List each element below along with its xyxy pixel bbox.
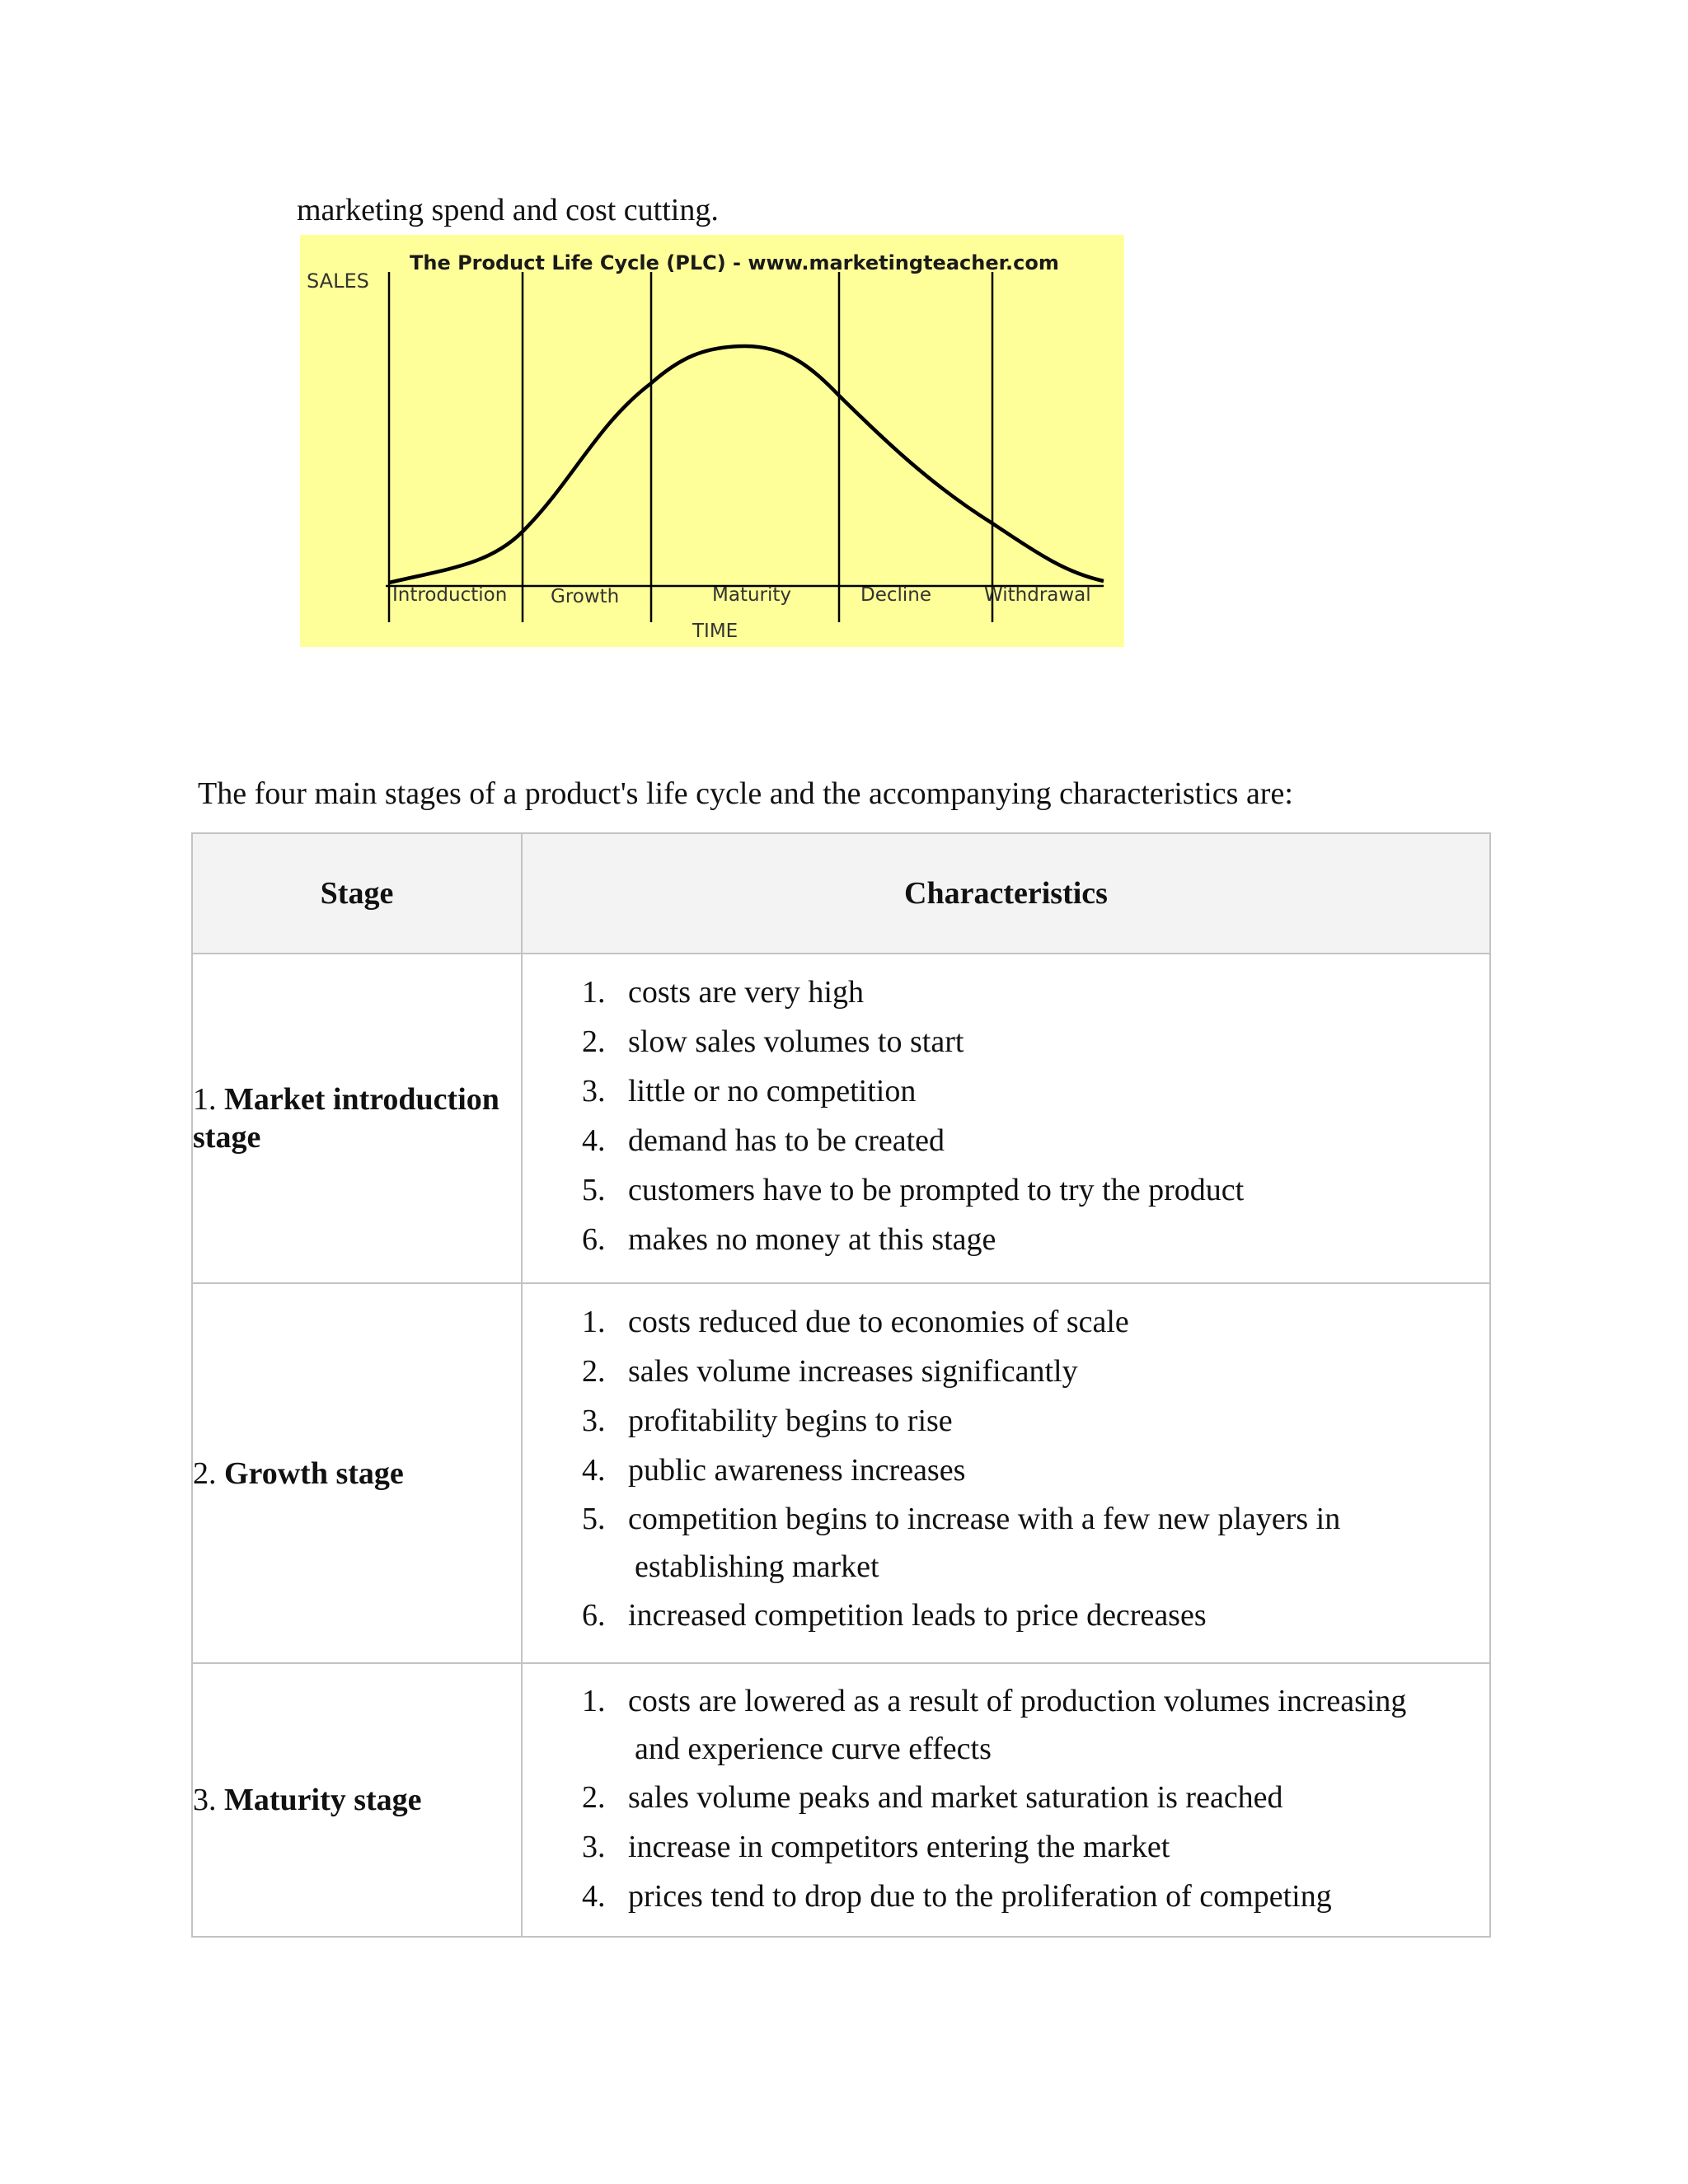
item-text-continuation: and experience curve effects xyxy=(635,1732,992,1766)
item-text: slow sales volumes to start xyxy=(628,1024,964,1059)
stage-cell xyxy=(192,1283,522,1663)
table-header-row xyxy=(192,833,1490,954)
stages-table xyxy=(191,832,1491,1938)
table-row xyxy=(192,1663,1490,1937)
stage-number: 1. xyxy=(193,1082,217,1117)
lead-text: The four main stages of a product's life cycle and the accompanying characteristics are: xyxy=(198,776,1293,811)
header-characteristics: Characteristics xyxy=(522,833,1490,954)
list-item xyxy=(523,968,1489,1017)
stage-name: Market introduction stage xyxy=(193,1082,499,1155)
item-number: 4. xyxy=(582,1453,606,1488)
plc-y-label: SALES xyxy=(307,269,369,293)
item-number: 6. xyxy=(582,1222,606,1257)
plc-stage-label: Withdrawal xyxy=(984,584,1091,606)
item-number: 1. xyxy=(582,975,606,1010)
list-item xyxy=(523,1396,1489,1446)
stage-cell xyxy=(192,1663,522,1937)
item-text: increase in competitors entering the market xyxy=(628,1830,1170,1864)
plc-x-label: TIME xyxy=(692,621,738,642)
item-text: increased competition leads to price decreases xyxy=(628,1598,1207,1633)
item-text: costs reduced due to economies of scale xyxy=(628,1305,1129,1339)
characteristics-cell xyxy=(522,1663,1490,1937)
item-number: 6. xyxy=(582,1598,606,1633)
list-item xyxy=(523,1297,1489,1347)
item-text: costs are very high xyxy=(628,975,864,1010)
item-number: 4. xyxy=(582,1879,606,1914)
item-text: sales volume peaks and market saturation is reached xyxy=(628,1780,1283,1815)
characteristics-cell xyxy=(522,1283,1490,1663)
item-text: sales volume increases significantly xyxy=(628,1354,1078,1389)
item-number: 1. xyxy=(582,1684,606,1718)
item-number: 3. xyxy=(582,1830,606,1864)
item-number: 2. xyxy=(582,1024,606,1059)
list-item xyxy=(523,1017,1489,1066)
list-item xyxy=(523,1822,1489,1872)
item-number: 5. xyxy=(582,1502,606,1536)
plc-stage-label: Growth xyxy=(551,586,620,607)
item-text: little or no competition xyxy=(628,1074,917,1108)
table-row xyxy=(192,954,1490,1283)
item-text: customers have to be prompted to try the product xyxy=(628,1173,1245,1207)
list-item xyxy=(523,1773,1489,1822)
item-number: 3. xyxy=(582,1074,606,1108)
stage-number: 2. xyxy=(193,1455,217,1491)
plc-stage-label: Introduction xyxy=(392,584,508,606)
intro-text: marketing spend and cost cutting. xyxy=(297,193,719,227)
characteristics-list xyxy=(523,954,1489,1264)
list-item xyxy=(523,1116,1489,1165)
characteristics-cell xyxy=(522,954,1490,1283)
item-text: makes no money at this stage xyxy=(628,1222,996,1257)
item-number: 4. xyxy=(582,1123,606,1158)
plc-title: The Product Life Cycle (PLC) - www.marketingteacher.com xyxy=(410,251,1059,274)
list-item xyxy=(523,1872,1489,1921)
item-number: 2. xyxy=(582,1354,606,1389)
item-text: profitability begins to rise xyxy=(628,1404,953,1438)
list-item xyxy=(523,1347,1489,1396)
list-item xyxy=(523,1446,1489,1495)
table-row xyxy=(192,1283,1490,1663)
item-number: 2. xyxy=(582,1780,606,1815)
header-stage: Stage xyxy=(192,833,522,954)
list-item xyxy=(523,1591,1489,1640)
list-item xyxy=(523,1165,1489,1215)
characteristics-list xyxy=(523,1284,1489,1640)
item-text: costs are lowered as a result of production volumes increasing xyxy=(628,1684,1407,1718)
item-number: 1. xyxy=(582,1305,606,1339)
item-text: competition begins to increase with a few new players in xyxy=(628,1502,1341,1536)
stage-cell xyxy=(192,954,522,1283)
characteristics-list xyxy=(523,1664,1489,1921)
stage-number: 3. xyxy=(193,1783,217,1817)
item-number: 5. xyxy=(582,1173,606,1207)
item-text: demand has to be created xyxy=(628,1123,945,1158)
item-text: public awareness increases xyxy=(628,1453,966,1488)
item-text: prices tend to drop due to the proliferation of competing xyxy=(628,1879,1332,1914)
stage-name: Maturity stage xyxy=(224,1783,422,1817)
list-item xyxy=(523,1495,1489,1591)
plc-stage-label: Decline xyxy=(860,584,932,606)
item-number: 3. xyxy=(582,1404,606,1438)
product-life-cycle-figure xyxy=(300,235,1124,647)
item-text-continuation: establishing market xyxy=(635,1549,879,1584)
list-item xyxy=(523,1677,1489,1773)
stage-name: Growth stage xyxy=(224,1455,404,1491)
list-item xyxy=(523,1066,1489,1116)
list-item xyxy=(523,1215,1489,1264)
plc-diagram xyxy=(300,235,1124,647)
plc-stage-label: Maturity xyxy=(712,584,792,606)
